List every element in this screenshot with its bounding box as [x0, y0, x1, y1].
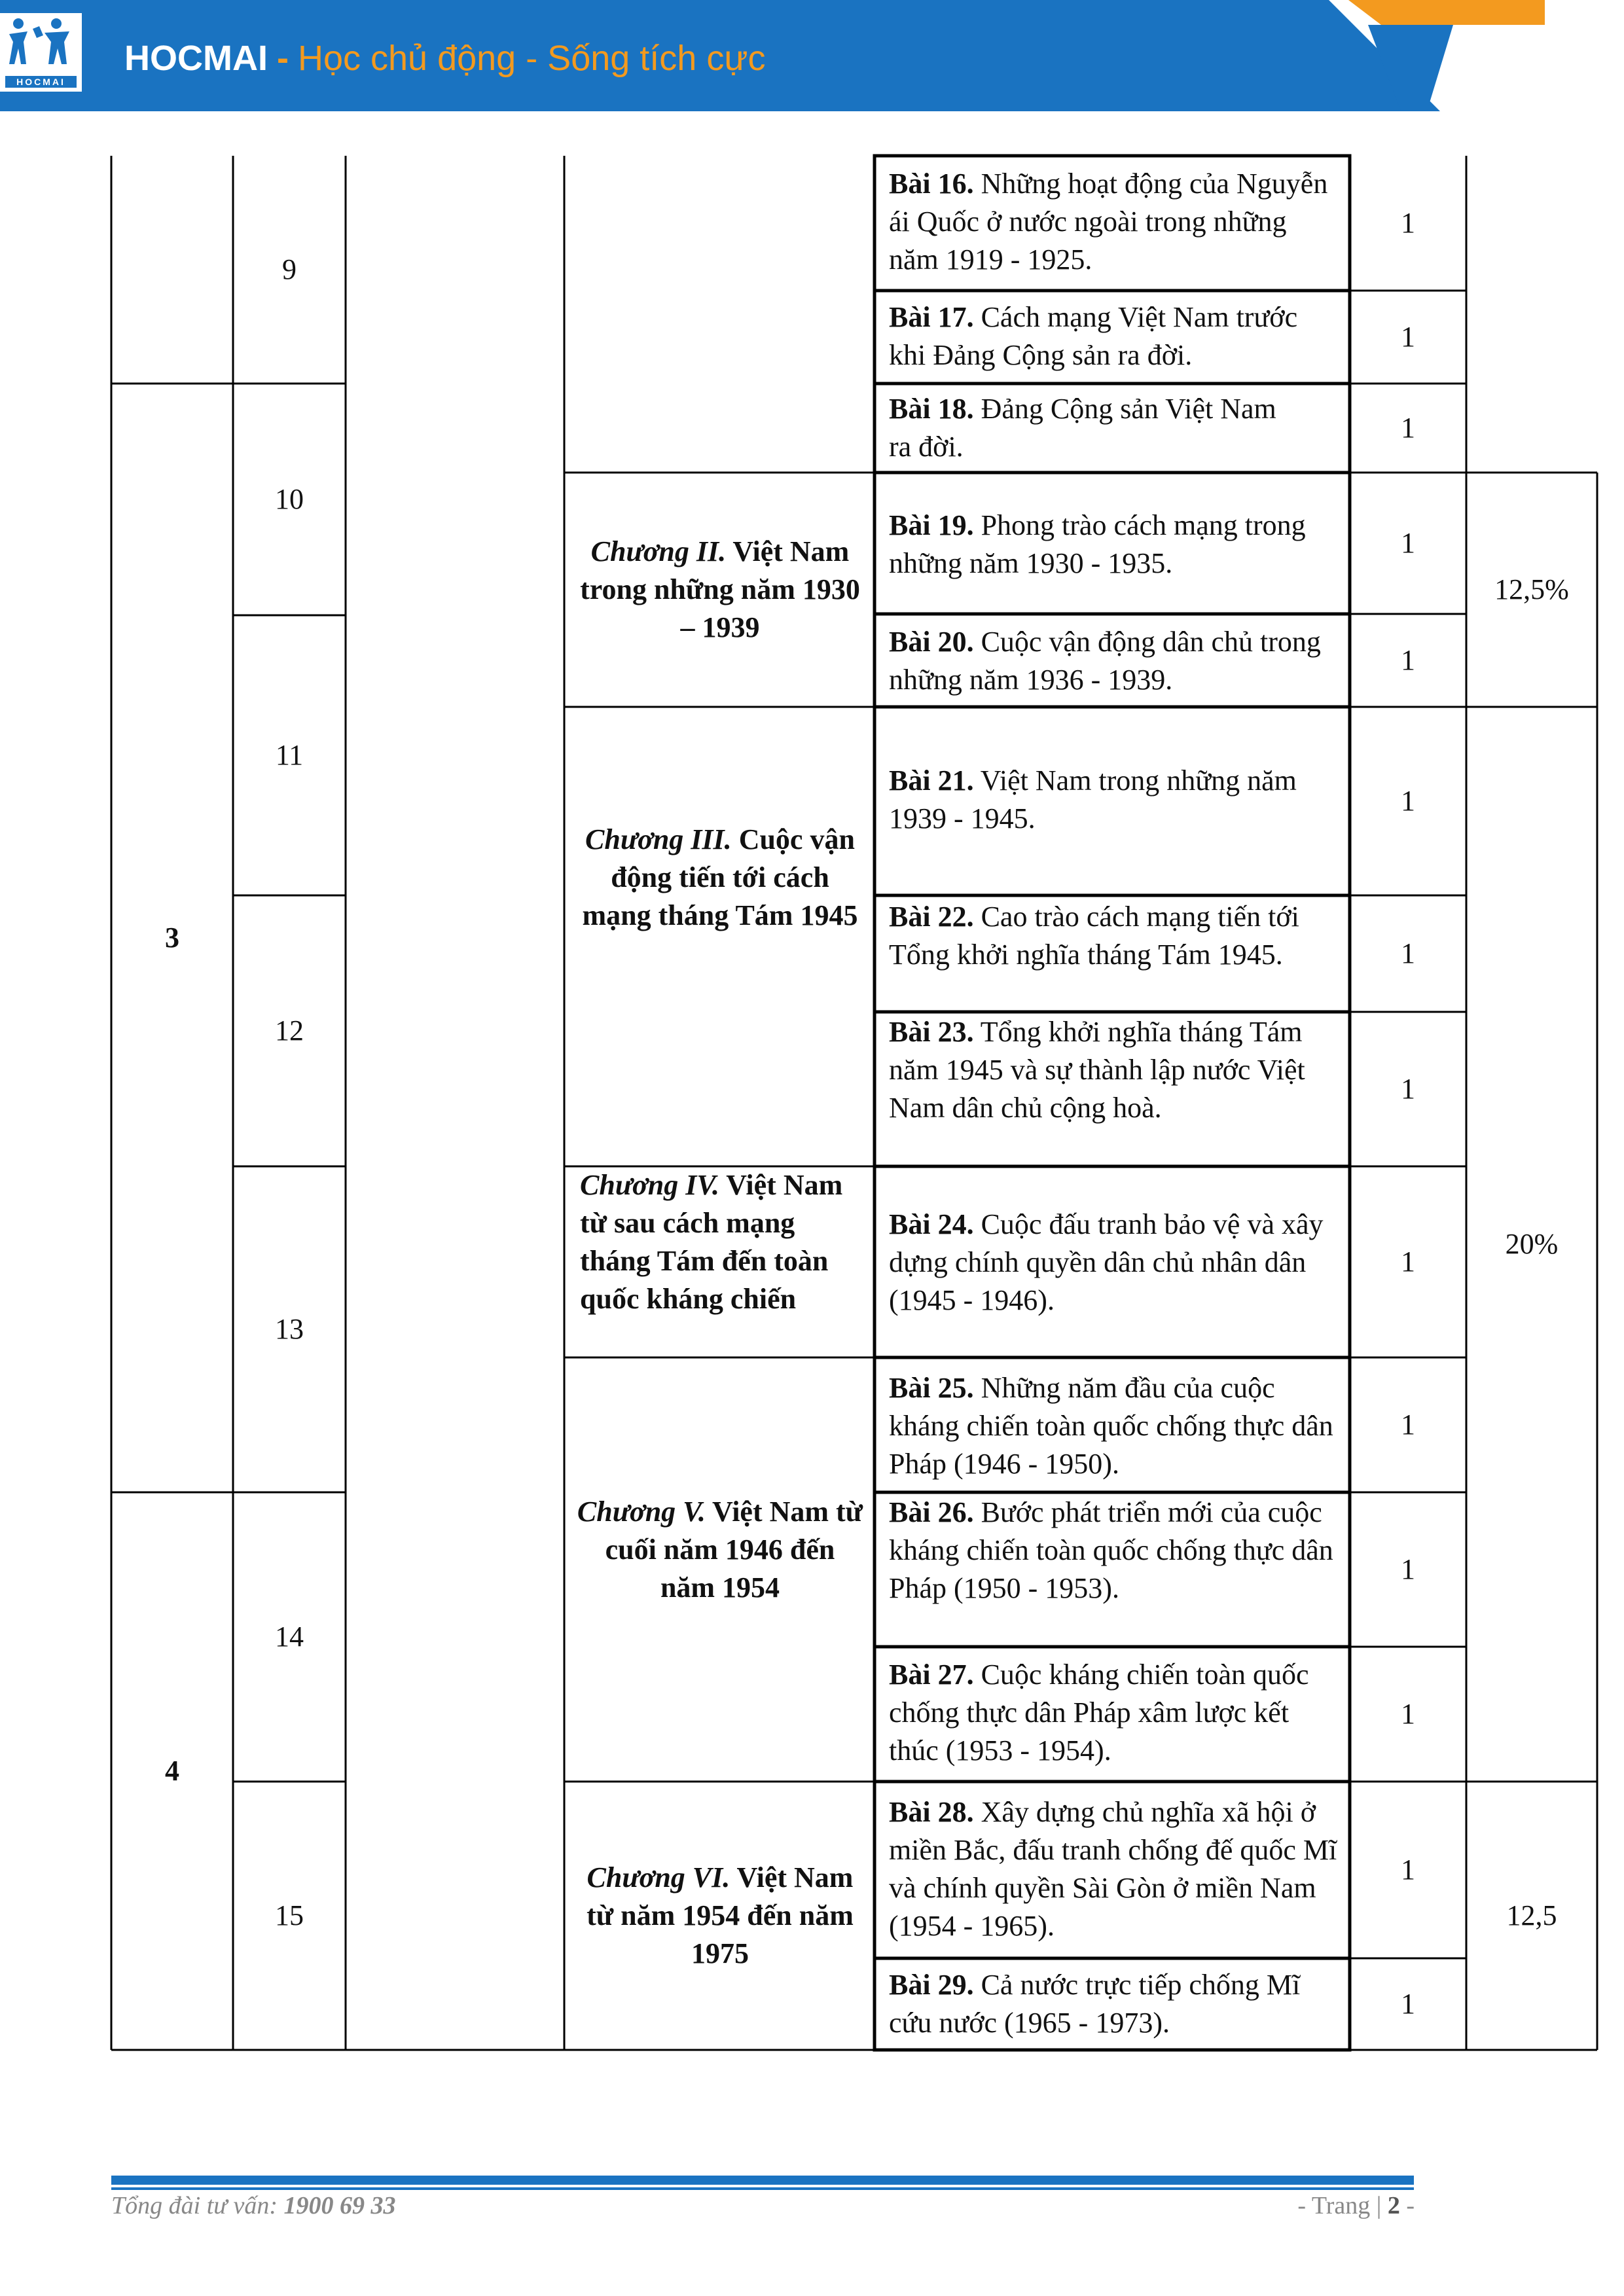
lesson-27-label: Bài 27.: [889, 1659, 974, 1691]
chapter-2-label: Chương II.: [590, 535, 727, 567]
periods-25: 1: [1401, 1408, 1415, 1441]
lesson-23: [889, 1013, 1341, 1127]
lesson-26-title: Bước phát triển mới của cuộc kháng chiến toàn quốc chống thực dân Pháp (1950 - 1953).: [889, 1496, 1333, 1604]
lesson-20-label: Bài 20.: [889, 626, 974, 658]
lesson-29-label: Bài 29.: [889, 1969, 974, 2001]
percent-chapter-3-5: 20%: [1505, 1228, 1559, 1260]
page-suffix: -: [1399, 2192, 1415, 2219]
chapter-6: [576, 1782, 864, 2050]
chapter-5-label: Chương V.: [577, 1496, 706, 1528]
chapter-5: [576, 1357, 864, 1782]
lesson-18-label: Bài 18.: [889, 393, 974, 425]
periods-21: 1: [1401, 785, 1415, 817]
periods-22: 1: [1401, 937, 1415, 969]
week-15: 15: [275, 1899, 304, 1931]
lesson-26-label: Bài 26.: [889, 1496, 974, 1528]
chapter-2-title: Việt Nam trong những năm 1930 – 1939: [580, 535, 860, 643]
slogan: Học chủ động - Sống tích cực: [297, 39, 766, 78]
lesson-28-title: Xây dựng chủ nghĩa xã hội ở miền Bắc, đấu tranh chống đế quốc Mĩ và chính quyền Sài Gòn ở miền Nam (1954 - 1965).: [889, 1796, 1337, 1942]
lesson-23-title: Tổng khởi nghĩa tháng Tám năm 1945 và sự thành lập nước Việt Nam dân chủ cộng hoà.: [889, 1016, 1305, 1124]
group-4: 4: [165, 1755, 179, 1787]
page-prefix: - Trang |: [1297, 2192, 1388, 2219]
lesson-25-label: Bài 25.: [889, 1372, 974, 1404]
periods-19: 1: [1401, 527, 1415, 559]
lesson-24: [889, 1206, 1341, 1319]
group-3: 3: [165, 922, 179, 954]
lesson-27-title: Cuộc kháng chiến toàn quốc chống thực dân Pháp xâm lược kết thúc (1953 - 1954).: [889, 1659, 1309, 1767]
periods-29: 1: [1401, 1988, 1415, 2020]
chapter-4: [580, 1166, 868, 1357]
week-14: 14: [275, 1621, 304, 1653]
periods-26: 1: [1401, 1553, 1415, 1585]
lesson-19-label: Bài 19.: [889, 509, 974, 541]
brand-name: HOCMAI: [124, 39, 268, 78]
lesson-22: [889, 898, 1341, 974]
lesson-29-title: Cả nước trực tiếp chống Mĩ cứu nước (1965 - 1973).: [889, 1969, 1301, 2039]
week-13: 13: [275, 1313, 304, 1345]
lesson-27: [889, 1656, 1341, 1770]
lesson-17: [889, 298, 1341, 374]
week-12: 12: [275, 1014, 304, 1047]
lesson-18-title: Đảng Cộng sản Việt Nam ra đời.: [889, 393, 1276, 463]
lesson-16-title: Những hoạt động của Nguyễn ái Quốc ở nước ngoài trong những năm 1919 - 1925.: [889, 168, 1328, 276]
lesson-19-title: Phong trào cách mạng trong những năm 1930 - 1935.: [889, 509, 1306, 579]
lesson-23-label: Bài 23.: [889, 1016, 974, 1048]
chapter-3: [576, 707, 864, 1166]
lesson-22-label: Bài 22.: [889, 901, 974, 933]
lesson-28-label: Bài 28.: [889, 1796, 974, 1828]
lesson-19: [889, 507, 1341, 583]
footer-hotline: [111, 2191, 396, 2220]
chapter-3-label: Chương III.: [585, 823, 732, 855]
periods-27: 1: [1401, 1698, 1415, 1730]
lesson-21-label: Bài 21.: [889, 764, 974, 797]
hotline-number: 1900 69 33: [283, 2192, 396, 2219]
periods-24: 1: [1401, 1246, 1415, 1278]
percent-chapter-2: 12,5%: [1494, 573, 1569, 605]
lesson-17-title: Cách mạng Việt Nam trước khi Đảng Cộng sản ra đời.: [889, 301, 1298, 371]
week-11: 11: [275, 739, 304, 771]
lesson-21: [889, 762, 1341, 838]
lesson-26: [889, 1494, 1341, 1607]
chapter-6-label: Chương VI.: [586, 1861, 731, 1893]
chapter-5-title: Việt Nam từ cuối năm 1946 đến năm 1954: [605, 1496, 863, 1604]
hotline-label: Tổng đài tư vấn:: [111, 2192, 284, 2219]
periods-23: 1: [1401, 1073, 1415, 1105]
periods-17: 1: [1401, 321, 1415, 353]
chapter-4-title: Việt Nam từ sau cách mạng tháng Tám đến toàn quốc kháng chiến: [580, 1169, 843, 1315]
footer-rule-thin: [111, 2187, 1414, 2190]
lesson-25: [889, 1369, 1341, 1483]
percent-chapter-6: 12,5: [1506, 1899, 1557, 1931]
chapter-3-title: Cuộc vận động tiến tới cách mạng tháng Tám 1945: [582, 823, 858, 931]
chapter-4-label: Chương IV.: [580, 1169, 720, 1201]
page-indicator: [1297, 2191, 1415, 2220]
lesson-28: [889, 1793, 1341, 1945]
chapter-6-title: Việt Nam từ năm 1954 đến năm 1975: [586, 1861, 854, 1969]
chapter-2: [576, 473, 864, 707]
lesson-24-label: Bài 24.: [889, 1208, 974, 1240]
lesson-18: [889, 390, 1282, 466]
logo-text: HOCMAI: [5, 76, 77, 88]
periods-28: 1: [1401, 1854, 1415, 1886]
footer-rule: [111, 2176, 1414, 2185]
lesson-21-title: Việt Nam trong những năm 1939 - 1945.: [889, 764, 1297, 834]
week-10: 10: [275, 483, 304, 515]
brand-separator: -: [276, 39, 289, 78]
lesson-22-title: Cao trào cách mạng tiến tới Tổng khởi nghĩa tháng Tám 1945.: [889, 901, 1299, 971]
periods-20: 1: [1401, 644, 1415, 676]
lesson-16-label: Bài 16.: [889, 168, 974, 200]
periods-16: 1: [1401, 207, 1415, 239]
lesson-16: [889, 165, 1341, 279]
lesson-20-title: Cuộc vận động dân chủ trong những năm 1936 - 1939.: [889, 626, 1321, 696]
lesson-20: [889, 623, 1341, 699]
page-number: 2: [1387, 2192, 1400, 2219]
periods-18: 1: [1401, 412, 1415, 444]
lesson-25-title: Những năm đầu của cuộc kháng chiến toàn quốc chống thực dân Pháp (1946 - 1950).: [889, 1372, 1333, 1480]
lesson-17-label: Bài 17.: [889, 301, 974, 333]
lesson-29: [889, 1966, 1341, 2042]
lesson-24-title: Cuộc đấu tranh bảo vệ và xây dựng chính quyền dân chủ nhân dân (1945 - 1946).: [889, 1208, 1324, 1316]
week-9: 9: [282, 253, 297, 285]
